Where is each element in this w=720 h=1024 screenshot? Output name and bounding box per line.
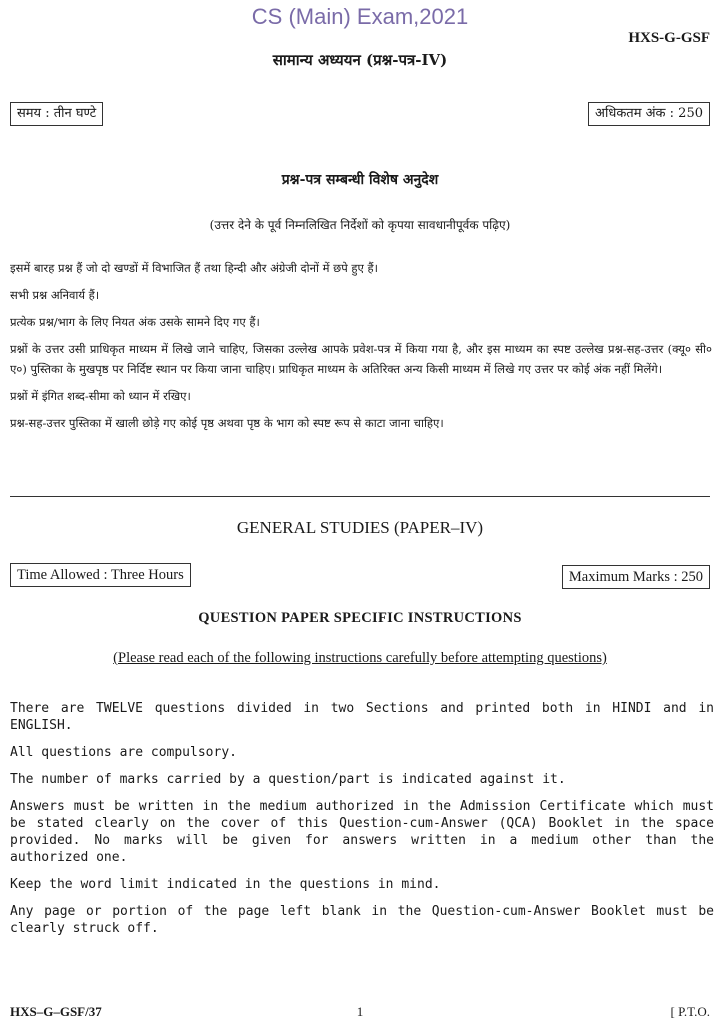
footer-paper-code: HXS–G–GSF/37	[10, 1004, 102, 1019]
hindi-instruction: प्रश्न-सह-उत्तर पुस्तिका में खाली छोड़े गए कोई पृष्ठ अथवा पृष्ठ के भाग को स्पष्ट रूप से काटा जाना चाहिए।	[10, 416, 444, 430]
english-instruction: Answers must be written in the medium authorized in the Admission Certificate which must be stated clearly on the cover of this Question-cum-Answer (QCA) Booklet in the space provided. No marks will be given for answers written in a medium other than the authorized one.	[10, 799, 714, 865]
english-instructions-note	[0, 650, 720, 667]
hindi-instruction: प्रश्नों के उत्तर उसी प्राधिकृत माध्यम में लिखे जाने चाहिए, जिसका उल्लेख आपके प्रवेश-पत्र में किया गया है, और इस माध्यम का स्पष्ट उल्लेख प्रश्न-सह-उत्तर (क्यू० सी० ए०) पुस्तिका के मुखपृष्ठ पर निर्दिष्ट स्थान पर किया जाना चाहिए। प्राधिकृत माध्यम के अतिरिक्त अन्य किसी माध्यम में लिखे गए उत्तर पर कोई अंक नहीं मिलेंगे।	[10, 342, 712, 376]
please-turn-over: [ P.T.O.	[670, 1004, 710, 1019]
exam-watermark: CS (Main) Exam,2021	[251, 4, 469, 29]
english-max-marks: Maximum Marks : 250	[562, 565, 710, 589]
hindi-max-marks: अधिकतम अंक : 250	[588, 102, 710, 126]
english-instruction: The number of marks carried by a question/part is indicated against it.	[10, 772, 566, 787]
english-paper-title: GENERAL STUDIES (PAPER–IV)	[236, 518, 484, 537]
english-note-text: (Please read each of the following instructions carefully before attempting questions)	[113, 650, 607, 666]
english-instructions-list	[10, 700, 714, 947]
english-instruction: There are TWELVE questions divided in two Sections and printed both in HINDI and in ENGLISH.	[10, 701, 714, 733]
english-instruction: Any page or portion of the page left blank in the Question-cum-Answer Booklet must be clearly struck off.	[10, 904, 714, 936]
hindi-paper-title: सामान्य अध्ययन (प्रश्न-पत्र-IV)	[272, 51, 448, 69]
page-number: 1	[356, 1004, 364, 1019]
english-instructions-heading: QUESTION PAPER SPECIFIC INSTRUCTIONS	[198, 610, 522, 626]
hindi-time-allowed: समय : तीन घण्टे	[10, 102, 103, 126]
hindi-instruction: सभी प्रश्न अनिवार्य हैं।	[10, 288, 100, 302]
hindi-instructions-note: (उत्तर देने के पूर्व निम्नलिखित निर्देशों को कृपया सावधानीपूर्वक पढ़िए)	[209, 218, 511, 232]
english-instruction: Keep the word limit indicated in the questions in mind.	[10, 877, 441, 892]
hindi-instructions-heading: प्रश्न-पत्र सम्बन्धी विशेष अनुदेश	[281, 172, 439, 188]
hindi-instruction: प्रत्येक प्रश्न/भाग के लिए नियत अंक उसके सामने दिए गए हैं।	[10, 315, 260, 329]
paper-code: HXS-G-GSF	[628, 30, 710, 46]
english-time-allowed: Time Allowed : Three Hours	[10, 563, 191, 587]
hindi-instruction: इसमें बारह प्रश्न हैं जो दो खण्डों में विभाजित हैं तथा हिन्दी और अंग्रेजी दोनों में छपे हुए हैं।	[10, 261, 379, 275]
hindi-instructions-list	[10, 258, 712, 440]
section-divider	[10, 496, 710, 497]
english-instruction: All questions are compulsory.	[10, 745, 237, 760]
hindi-instruction: प्रश्नों में इंगित शब्द-सीमा को ध्यान में रखिए।	[10, 389, 191, 403]
